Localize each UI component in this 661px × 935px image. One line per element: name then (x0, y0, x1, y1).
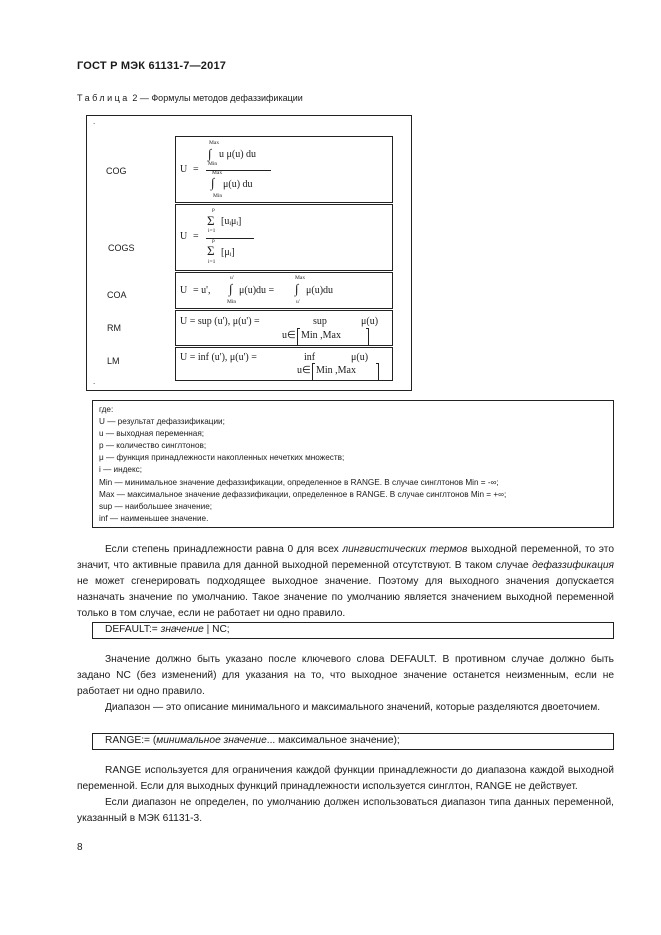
caption-number: 2 (132, 93, 138, 103)
formula-cog: U = Max ∫ Min u μ(u) du Max ∫ Min μ(u) du (175, 136, 393, 203)
legend-line: Min — минимальное значение дефаззификации, определенное в RANGE. В случае синглтонов Min = -∞; (99, 477, 499, 487)
legend-line: p — количество синглтонов; (99, 441, 207, 451)
paragraph-range-usage (77, 763, 614, 827)
paragraph-range-limit: RANGE используется для ограничения каждой функции принадлежности до диапазона каждой выходной переменной. Если для выходных функций принадлежности используется синглтон, RANGE не действует. (77, 765, 614, 792)
corner-mark-bottom: . (93, 377, 96, 386)
method-cogs: COGS (108, 243, 135, 253)
caption-text: — Формулы методов дефаззификации (139, 93, 303, 103)
legend-line: где: (99, 405, 114, 414)
formula-cogs: U = p Σ i=1 [uᵢμᵢ] p Σ i=1 [μᵢ] (175, 204, 393, 271)
legend-line: μ — функция принадлежности накопленных нечетких множеств; (99, 453, 345, 463)
formula-lm: U = inf (u'), μ(u') = inf μ(u) u∈ Min ,Max (175, 347, 393, 381)
formula-rm: U = sup (u'), μ(u') = sup μ(u) u∈ Min ,Max (175, 310, 393, 346)
legend-line: sup — наибольшее значение; (99, 501, 213, 511)
bracket-close (376, 363, 379, 381)
method-cog: COG (106, 166, 127, 176)
paragraph-range-def: Диапазон — это описание минимального и максимального значений, которые разделяются двоеточием. (105, 702, 601, 713)
method-rm: RM (107, 323, 121, 333)
paragraph-default-rules (77, 652, 614, 716)
legend-box (92, 400, 614, 528)
paragraph-nc: Значение должно быть указано после ключевого слова DEFAULT. В противном случае должно быть задано NC (без изменений) для указания на то, что выходное значение останется неизменным, если не работает ни одно правило. (77, 654, 614, 697)
corner-mark-top: . (93, 117, 96, 126)
legend-line: U — результат дефаззификации; (99, 417, 225, 427)
code-default: DEFAULT:= значение | NC; (92, 622, 614, 639)
method-lm: LM (107, 356, 120, 366)
caption-label: Таблица (77, 93, 130, 103)
legend-line: i — индекс; (99, 465, 143, 475)
paragraph-default-intro: Если степень принадлежности равна 0 для всех лингвистических термов выходной переменной, то это значит, что активные правила для данной выходной переменной отсутствуют. В таком случае дефаззификация не может сгенерировать подходящее выходное значение. Поэтому для выходного значения допускается назначать значение по умолчанию. Такое значение по умолчанию является значением выходной переменной только в том случае, если не работает ни одно правило. (77, 544, 614, 619)
code-range: RANGE:= (минимальное значение... максимальное значение); (92, 733, 614, 750)
legend-line: Max — максимальное значение дефаззификации, определенное в RANGE. В случае синглтонов Min = +∞; (99, 489, 507, 499)
bracket-close (366, 328, 369, 346)
bracket-open (312, 363, 315, 381)
table-caption (77, 93, 303, 103)
document-header: ГОСТ Р МЭК 61131-7—2017 (77, 60, 227, 72)
paragraph-range-default: Если диапазон не определен, по умолчанию должен использоваться диапазон типа данных переменной, указанный в МЭК 61131-3. (77, 797, 614, 824)
legend-line: u — выходная переменная; (99, 429, 205, 439)
bracket-open (297, 328, 300, 346)
formula-coa: U = u', u' ∫ Min μ(u)du = Max ∫ u' μ(u)du (175, 272, 393, 309)
page-number: 8 (77, 842, 83, 853)
method-coa: COA (107, 290, 127, 300)
legend-line: inf — наименьшее значение. (99, 513, 209, 523)
